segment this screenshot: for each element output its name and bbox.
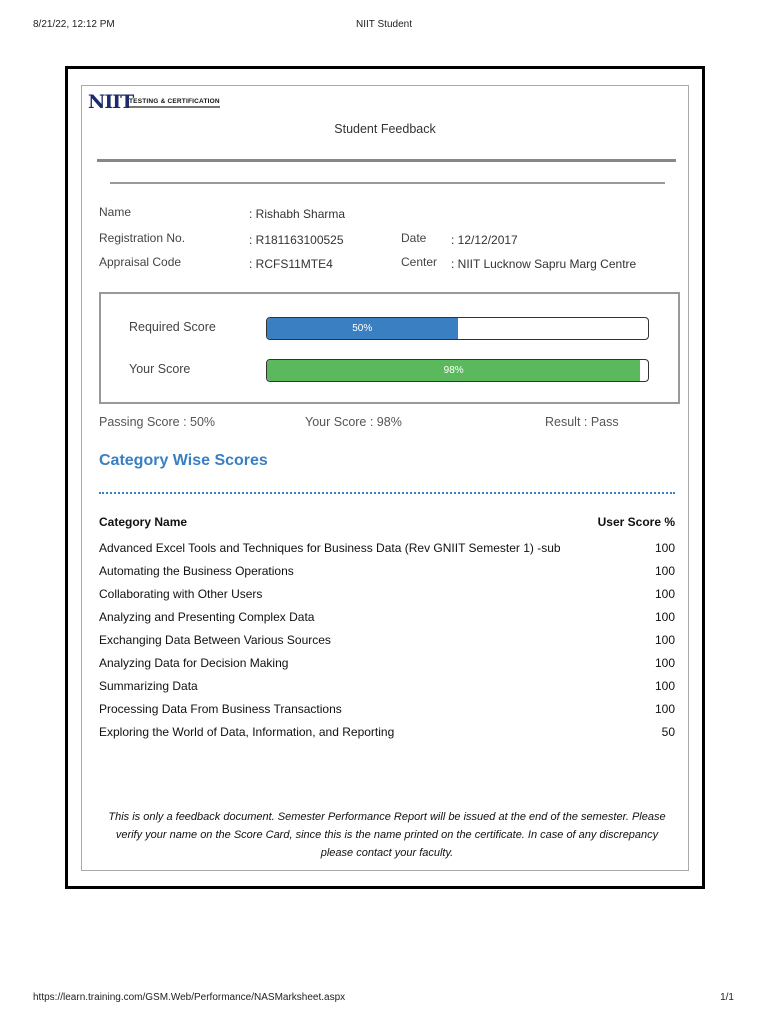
table-row [99, 698, 675, 721]
result: Result : Pass [545, 415, 619, 429]
appraisal-code-label: Appraisal Code [99, 255, 182, 269]
required-score-label: Required Score [129, 320, 216, 334]
appraisal-code-value: : RCFS11MTE4 [249, 257, 333, 271]
table-row [99, 675, 675, 698]
print-page-title: NIIT Student [356, 19, 412, 30]
category-name-cell: Advanced Excel Tools and Techniques for Business Data (Rev GNIIT Semester 1) -sub [99, 541, 561, 555]
column-category-name: Category Name [99, 515, 188, 529]
table-body [99, 537, 675, 744]
category-section-title: Category Wise Scores [99, 452, 268, 469]
registration-label: Registration No. [99, 231, 186, 245]
registration-value: : R181163100525 [249, 233, 344, 247]
category-name-cell: Automating the Business Operations [99, 564, 294, 578]
divider [99, 492, 675, 494]
print-url: https://learn.training.com/GSM.Web/Performance/NASMarksheet.aspx [33, 992, 346, 1003]
your-score-text: 98% [443, 365, 464, 376]
table-row [99, 560, 675, 583]
logo-tagline: TESTING & CERTIFICATION [129, 98, 220, 108]
table-row [99, 721, 675, 744]
document-inner-frame [81, 85, 689, 871]
divider [97, 159, 676, 162]
user-score-cell: 100 [654, 541, 675, 555]
category-name-cell: Summarizing Data [99, 679, 198, 693]
user-score-cell: 100 [654, 702, 675, 716]
name-value: : Rishabh Sharma [249, 207, 346, 221]
required-score-text: 50% [352, 323, 373, 334]
score-panel [99, 292, 680, 404]
user-score-cell: 100 [654, 656, 675, 670]
niit-logo [88, 92, 228, 112]
category-name-cell: Analyzing Data for Decision Making [99, 656, 289, 670]
category-name-cell: Analyzing and Presenting Complex Data [99, 610, 315, 624]
center-label: Center [401, 255, 438, 269]
user-score-cell: 100 [654, 610, 675, 624]
print-page-number: 1/1 [720, 992, 734, 1003]
category-table [99, 515, 675, 744]
date-label: Date [401, 231, 427, 245]
column-user-score: User Score % [597, 515, 675, 529]
table-header [99, 515, 675, 537]
print-datetime: 8/21/22, 12:12 PM [33, 19, 115, 30]
passing-score: Passing Score : 50% [99, 415, 216, 429]
your-score-bar [266, 359, 649, 382]
user-score-cell: 100 [654, 633, 675, 647]
category-name-cell: Exploring the World of Data, Information, and Reporting [99, 725, 395, 739]
table-row [99, 583, 675, 606]
disclaimer-note: This is only a feedback document. Semester Performance Report will be issued at the end of the semester. Please verify your name on the Score Card, since this is the name printed on the certificate. In case of any discrepancy please contact your faculty. [108, 811, 666, 859]
center-value: : NIIT Lucknow Sapru Marg Centre [451, 257, 637, 271]
table-row [99, 606, 675, 629]
user-score-cell: 100 [654, 564, 675, 578]
table-row [99, 537, 675, 560]
document-frame [65, 66, 705, 889]
table-row [99, 652, 675, 675]
divider [110, 182, 665, 184]
your-score-summary: Your Score : 98% [305, 415, 402, 429]
logo-brand: NIIT [88, 91, 134, 113]
user-score-cell: 100 [654, 587, 675, 601]
required-score-bar [266, 317, 649, 340]
name-label: Name [99, 205, 132, 219]
category-name-cell: Collaborating with Other Users [99, 587, 263, 601]
page-title: Student Feedback [334, 122, 436, 136]
date-value: : 12/12/2017 [451, 233, 518, 247]
user-score-cell: 50 [661, 725, 675, 739]
user-score-cell: 100 [654, 679, 675, 693]
category-name-cell: Exchanging Data Between Various Sources [99, 633, 331, 647]
your-score-label: Your Score [129, 362, 191, 376]
table-row [99, 629, 675, 652]
category-name-cell: Processing Data From Business Transactions [99, 702, 342, 716]
